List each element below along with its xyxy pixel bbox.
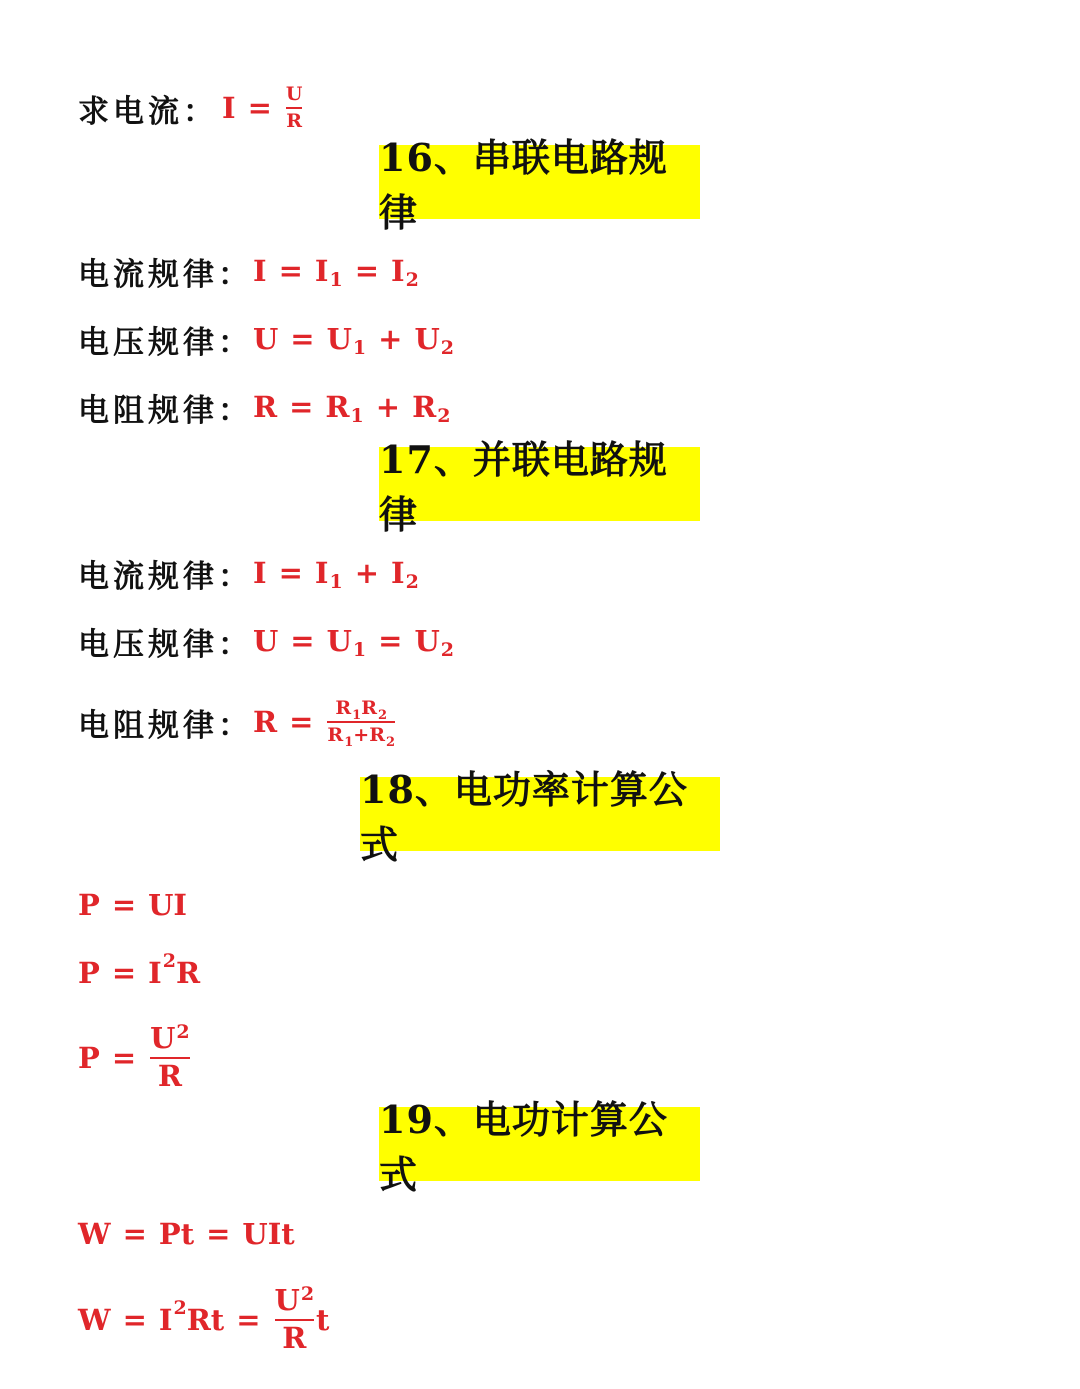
formula: U = U 1 = U 2 [253, 624, 454, 661]
formula: P = $\frac{U^2}{R}$ [78, 1021, 190, 1093]
work-formula-2 [78, 1278, 329, 1362]
row-label: 电压规律： [78, 324, 253, 361]
formula: I = I 1 = I 2 [253, 254, 419, 291]
formula: P = UI [78, 888, 187, 922]
formula: U = U 1 + U 2 [253, 322, 454, 359]
formula: W = Pt = UIt [78, 1217, 295, 1251]
formula: I = $\frac{U}{R}$ [222, 83, 303, 132]
parallel-resistance-row [78, 690, 397, 754]
parallel-voltage-row [78, 618, 454, 664]
row-label: 电阻规律： [78, 392, 253, 429]
row-label: 求电流： [78, 93, 218, 130]
power-formula-3 [78, 1016, 192, 1100]
formula: P = I 2 R [78, 950, 201, 990]
fraction: $\frac{R_1R_2}{R_1+R_2}$ [327, 697, 396, 750]
formula: R = R 1 + R 2 [253, 390, 451, 427]
formula: R = $\frac{R_1R_2}{R_1+R_2}$ [253, 697, 396, 750]
section-heading-17: 17、并联电路规律 [379, 447, 700, 521]
row-label: 电流规律： [78, 256, 253, 293]
series-current-row [78, 248, 419, 294]
row-label: 电阻规律： [78, 707, 253, 744]
row-label: 电流规律： [78, 558, 253, 595]
power-formula-1 [78, 882, 187, 928]
work-formula-1 [78, 1211, 295, 1257]
power-formula-2 [78, 950, 200, 996]
formula: I = I 1 + I 2 [253, 556, 419, 593]
series-voltage-row [78, 316, 454, 362]
section-heading-18: 18、电功率计算公式 [360, 777, 720, 851]
fraction: $\frac{U}{R}$ [285, 83, 303, 132]
fraction: $\frac{U^2}{R}$ [150, 1021, 190, 1093]
formula: W = I 2 Rt = $\frac{U^2}{R}$ t [78, 1283, 330, 1355]
parallel-current-row [78, 550, 419, 596]
row-label: 电压规律： [78, 626, 253, 663]
section-heading-19: 19、电功计算公式 [379, 1107, 700, 1181]
section-heading-16: 16、串联电路规律 [379, 145, 700, 219]
fraction: $\frac{U^2}{R}$ [274, 1283, 315, 1355]
series-resistance-row [78, 384, 450, 430]
ohm-current-row [78, 80, 304, 136]
